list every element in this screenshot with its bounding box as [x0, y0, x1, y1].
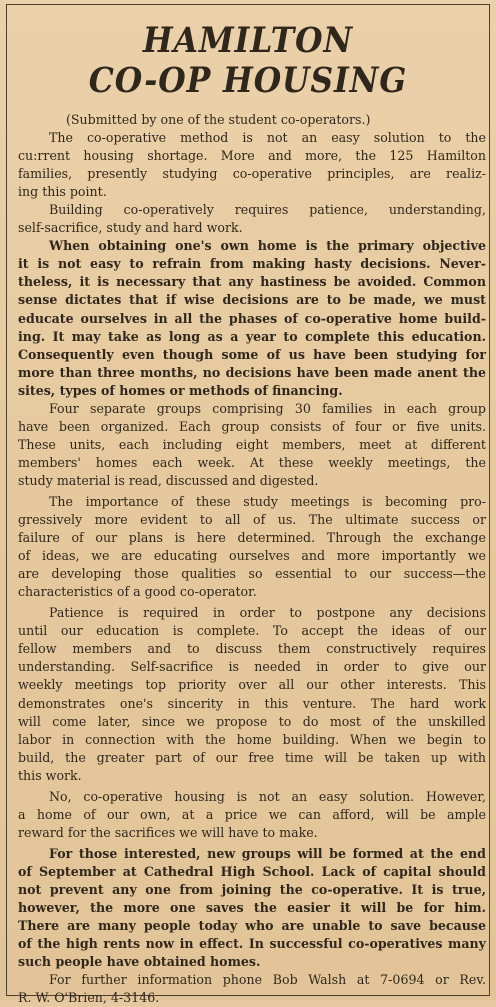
body-line: this work.: [18, 767, 82, 783]
headline-line-1: HAMILTON: [142, 20, 354, 61]
body-line: characteristics of a good co-operator.: [18, 584, 257, 600]
body-line: it is not easy to refrain from making hasty decisions. Never-: [18, 256, 486, 272]
body-line: study material is read, discussed and digested.: [18, 472, 319, 488]
body-line: understanding. Self-sacrifice is needed in order to give our: [18, 659, 486, 675]
body-line: There are many people today who are unable to save because: [18, 918, 486, 934]
paragraph: [18, 201, 486, 237]
paragraph: [18, 788, 486, 842]
body-line: sense dictates that if wise decisions are to be made, we must: [18, 292, 486, 308]
body-line: The co-operative method is not an easy solution to the: [49, 130, 486, 146]
body-line: For further information phone Bob Walsh at 7-0694 or Rev.: [49, 972, 486, 988]
body-line: gressively more evident to all of us. The ultimate success or: [18, 512, 486, 528]
body-line: ing this point.: [18, 184, 107, 200]
body-line: No, co-operative housing is not an easy solution. However,: [49, 788, 486, 804]
paragraph-bold: [18, 845, 486, 971]
body-line: have been organized. Each group consists of four or five units.: [18, 418, 486, 434]
body-line: of the high rents now in effect. In successful co-operatives many: [18, 936, 486, 952]
body-line: When obtaining one's own home is the primary objective: [49, 238, 486, 254]
body-line: educate ourselves in all the phases of co-operative home build-: [18, 310, 486, 326]
body-line: R. W. O'Brien, 4-3146.: [18, 990, 160, 1006]
body-line: The importance of these study meetings is becoming pro-: [49, 493, 486, 509]
body-line: Four separate groups comprising 30 families in each group: [49, 400, 486, 416]
body-line: such people have obtained homes.: [18, 954, 261, 970]
body-line: Consequently even though some of us have been studying for: [18, 346, 486, 362]
body-line: cu:rrent housing shortage. More and more, the 125 Hamilton: [18, 148, 486, 164]
body-line: These units, each including eight members, meet at different: [18, 436, 486, 452]
body-line: (Submitted by one of the student co-operators.): [66, 112, 371, 127]
body-line: of September at Cathedral High School. Lack of capital should: [18, 863, 486, 879]
body-line: self-sacrifice, study and hard work.: [18, 220, 243, 236]
body-line: families, presently studying co-operative principles, are realiz-: [18, 166, 486, 182]
paragraph-bold: [18, 237, 486, 399]
body-line: not prevent any one from joining the co-operative. It is true,: [18, 881, 486, 897]
body-line: demonstrates one's sincerity in this venture. The hard work: [18, 695, 486, 711]
paragraph: [18, 604, 486, 784]
body-line: however, the more one saves the easier it will be for him.: [18, 900, 486, 916]
body-line: weekly meetings top priority over all our other interests. This: [18, 677, 486, 693]
body-line: labor in connection with the home building. When we begin to: [18, 731, 486, 747]
article-body: [18, 111, 486, 1007]
body-line: reward for the sacrifices we will have to make.: [18, 824, 318, 840]
body-line: For those interested, new groups will be formed at the end: [49, 845, 486, 861]
body-line: failure of our plans is here determined. Through the exchange: [18, 530, 486, 546]
body-line: build, the greater part of our free time will be taken up with: [18, 749, 486, 765]
body-line: until our education is complete. To accept the ideas of our: [18, 623, 486, 639]
body-line: will come later, since we propose to do most of the unskilled: [18, 713, 486, 729]
body-line: theless, it is necessary that any hastiness be avoided. Common: [18, 274, 486, 290]
body-line: a home of our own, at a price we can afford, will be ample: [18, 806, 486, 822]
body-line: are developing those qualities so essential to our success—the: [18, 566, 486, 582]
paragraph: [18, 493, 486, 601]
body-line: members' homes each week. At these weekly meetings, the: [18, 454, 486, 470]
body-line: Building co-operatively requires patience, understanding,: [49, 202, 486, 218]
paragraph: [18, 129, 486, 201]
byline: [18, 111, 486, 129]
body-line: fellow members and to discuss them constructively requires: [18, 641, 486, 657]
body-line: ing. It may take as long as a year to complete this education.: [18, 328, 486, 344]
headline-line-2: CO-OP HOUSING: [88, 60, 408, 101]
body-line: more than three months, no decisions have been made anent the: [18, 364, 486, 380]
body-line: of ideas, we are educating ourselves and more importantly we: [18, 548, 486, 564]
paragraph: [18, 400, 486, 490]
paragraph-contact: [18, 971, 486, 1007]
body-line: sites, types of homes or methods of financing.: [18, 382, 343, 398]
body-line: Patience is required in order to postpone any decisions: [49, 605, 486, 621]
